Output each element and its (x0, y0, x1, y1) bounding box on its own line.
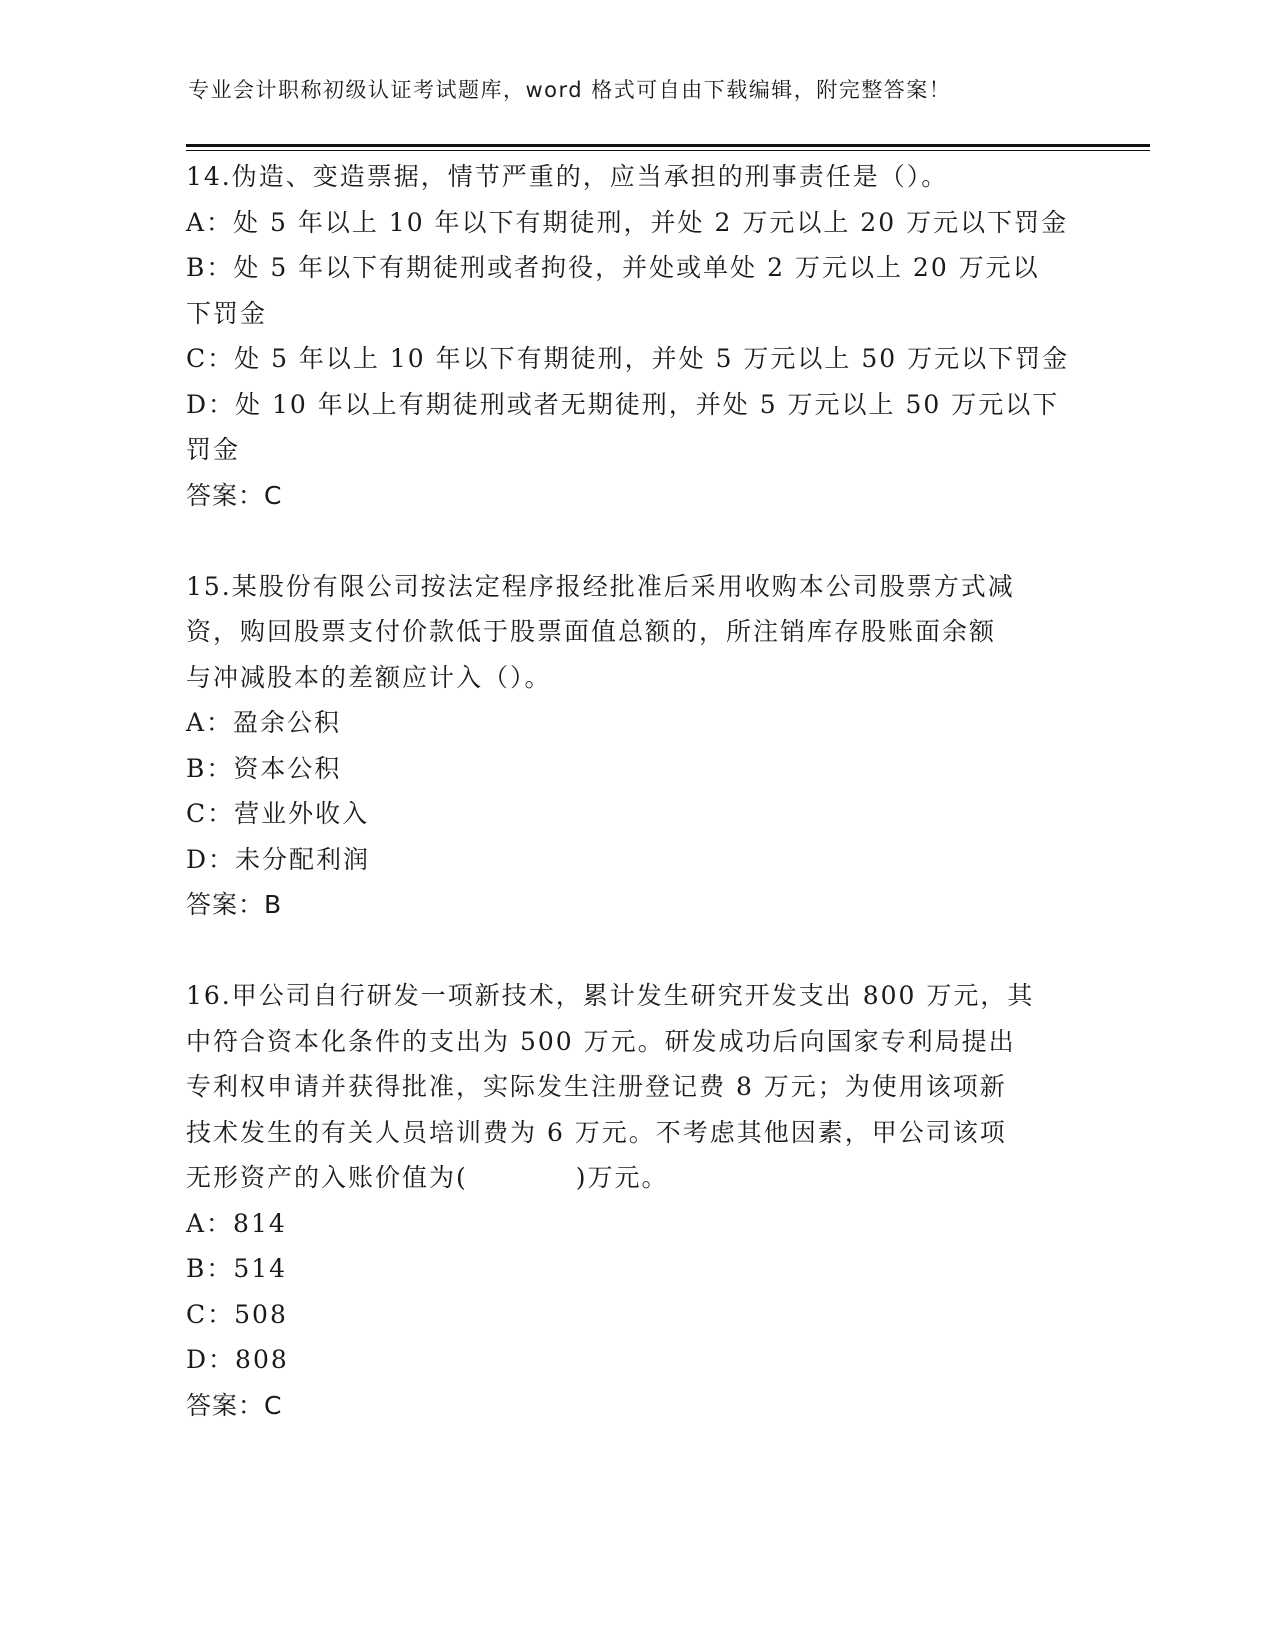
option-d: D：未分配利润 (186, 844, 371, 874)
option-a: A：盈余公积 (186, 708, 342, 737)
question-stem: 中符合资本化条件的支出为 500 万元。研发成功后向国家专利局提出 (186, 1026, 1016, 1056)
question-15 (186, 564, 1086, 928)
option-a: A：处 5 年以上 10 年以下有期徒刑，并处 2 万元以上 20 万元以下罚金 (186, 207, 1069, 237)
option-b: B：处 5 年以下有期徒刑或者拘役，并处或单处 2 万元以上 20 万元以 (186, 253, 1040, 282)
question-stem: 无形资产的入账价值为( )万元。 (186, 1163, 669, 1192)
question-stem: 15.某股份有限公司按法定程序报经批准后采用收购本公司股票方式减 (186, 571, 1015, 601)
option-b: B：资本公积 (186, 753, 342, 783)
answer: 答案：B (186, 890, 283, 919)
answer: 答案：C (186, 480, 283, 510)
question-spacer (186, 518, 1086, 564)
question-stem: 与冲减股本的差额应计入（）。 (186, 662, 552, 692)
question-16 (186, 973, 1086, 1428)
header-rule-thick (186, 144, 1150, 147)
question-list (186, 154, 1086, 1428)
option-b: B：514 (186, 1254, 288, 1283)
page-header: 专业会计职称初级认证考试题库，word 格式可自由下载编辑，附完整答案！ (188, 78, 952, 102)
question-stem: 专利权申请并获得批准，实际发生注册登记费 8 万元；为使用该项新 (186, 1072, 1007, 1101)
option-b-continued: 下罚金 (186, 298, 268, 328)
option-d-continued: 罚金 (186, 435, 241, 464)
question-stem: 资，购回股票支付价款低于股票面值总额的，所注销库存股账面余额 (186, 617, 997, 646)
question-stem: 16.甲公司自行研发一项新技术，累计发生研究开发支出 800 万元，其 (186, 981, 1035, 1010)
question-spacer (186, 928, 1086, 974)
option-d: D：808 (186, 1345, 289, 1374)
header-rule-thin (186, 150, 1150, 151)
option-c: C：处 5 年以上 10 年以下有期徒刑，并处 5 万元以上 50 万元以下罚金 (186, 344, 1070, 373)
option-c: C：营业外收入 (186, 799, 370, 828)
question-stem: 技术发生的有关人员培训费为 6 万元。不考虑其他因素，甲公司该项 (186, 1117, 1007, 1147)
option-d: D：处 10 年以上有期徒刑或者无期徒刑，并处 5 万元以上 50 万元以下 (186, 389, 1060, 419)
question-stem: 14.伪造、变造票据，情节严重的，应当承担的刑事责任是（）。 (186, 162, 949, 191)
option-a: A：814 (186, 1208, 287, 1238)
answer: 答案：C (186, 1390, 283, 1420)
question-14 (186, 154, 1086, 518)
option-c: C：508 (186, 1299, 288, 1329)
